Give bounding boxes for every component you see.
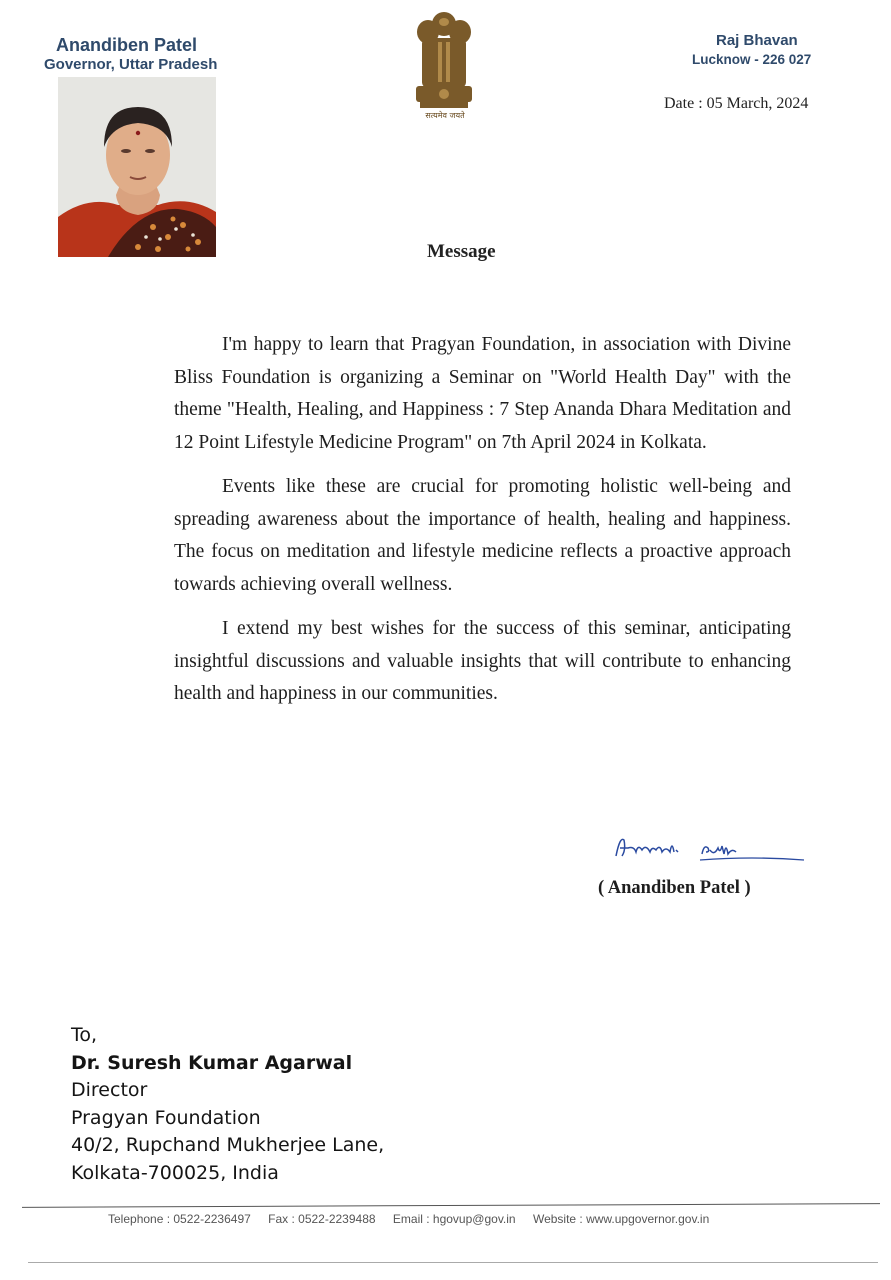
footer-fax: Fax : 0522-2239488 [268,1212,376,1226]
footer-website[interactable]: Website : www.upgovernor.gov.in [532,1212,710,1226]
sender-portrait [58,77,216,257]
recipient-organization: Pragyan Foundation [71,1106,261,1129]
salutation: To, [71,1024,98,1046]
footer-divider [22,1203,880,1208]
sender-title: Governor, Uttar Pradesh [44,56,218,73]
recipient-address-line: 40/2, Rupchand Mukherjee Lane, [71,1134,385,1156]
message-body [174,329,791,723]
national-emblem-icon [408,6,480,126]
bottom-divider [28,1262,878,1263]
recipient-address [71,1022,384,1187]
recipient-address-line: Kolkata-700025, India [71,1161,279,1184]
office-name: Raj Bhavan [716,32,798,49]
message-paragraph: I extend my best wishes for the success of this seminar, anticipating insightful discussions and valuable insights that will contribute to enhancing health and happiness in our communities. [174,618,791,704]
office-city: Lucknow - 226 027 [692,52,812,67]
message-title: Message [427,241,496,262]
message-paragraph: I'm happy to learn that Pragyan Foundation, in association with Divine Bliss Foundation is organizing a Seminar on "World Health Day" with the theme "Health, Healing, and Happiness : 7 Step Ananda Dhara Meditation and 12 Point Lifestyle Medicine Program" on 7th April 2024 in Kolkata. [174,334,791,453]
recipient-designation: Director [71,1079,148,1101]
footer-email[interactable]: Email : hgovup@gov.in [392,1212,516,1226]
handwritten-signature [612,830,812,866]
sender-name: Anandiben Patel [56,35,198,55]
letter-date: Date : 05 March, 2024 [664,95,809,112]
recipient-name: Dr. Suresh Kumar Agarwal [71,1051,353,1074]
message-paragraph: Events like these are crucial for promoting holistic well-being and spreading awareness about the importance of health, healing and happiness. The focus on meditation and lifestyle medicine reflects a proactive approach towards achieving overall wellness. [174,476,791,595]
footer-contacts [108,1212,723,1226]
signatory-name: ( Anandiben Patel ) [598,878,751,898]
footer-telephone: Telephone : 0522-2236497 [108,1212,251,1226]
emblem-motto: सत्यमेव जयते [425,111,465,120]
